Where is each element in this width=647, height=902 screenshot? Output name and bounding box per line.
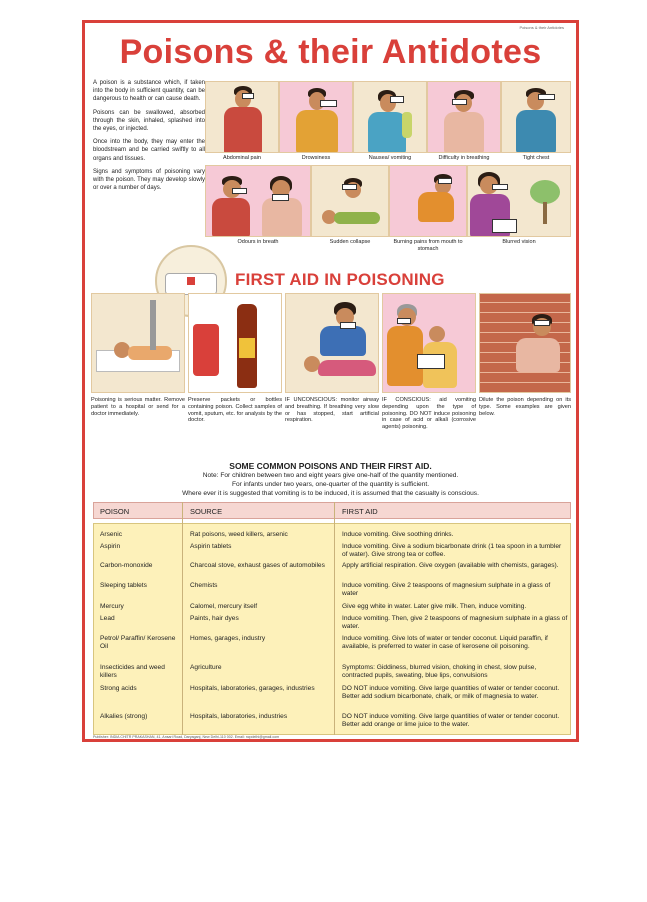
cell-poison: Insecticides and weed killers [100,664,165,679]
symptom-illustration-odours [205,165,311,237]
intro-paragraph: Signs and symptoms of poisoning vary with the poison. They may develop slowly or over a number of days. [93,168,205,192]
first-aid-step: IF CONSCIOUS: aid vomiting depending upon the type of poisoning. DO NOT induce poisoning in case of acid or alkali (corrosive agents) poisoning. [382,397,476,431]
table-body [93,523,571,735]
cell-poison: Petrol/ Paraffin/ Kerosene Oil [100,635,176,650]
cell-poison: Strong acids [100,685,137,692]
cell-source: Paints, hair dyes [190,615,239,622]
intro-paragraph: Once into the body, they may enter the bloodstream and be carried swiftly to all organs and tissues. [93,139,205,162]
symptom-caption: Drowsiness [301,155,331,161]
symptom-illustration-breathing [427,81,501,153]
intro-text [93,79,205,197]
cell-aid: Induce vomiting. Then, give 2 teaspoons of magnesium sulphate in a glass of water. [342,615,568,630]
symptom-caption: Nausea/ vomiting [368,155,412,161]
symptom-caption: Sudden collapse [329,239,371,245]
cell-source: Agriculture [190,664,222,671]
table-heading: SOME COMMON POISONS AND THEIR FIRST AID. [229,461,432,471]
first-aid-step: Dilute the poison depending on its type. Some examples are given below. [479,397,571,417]
cell-aid: Give egg white in water. Later give milk. Then, induce vomiting. [342,603,527,610]
symptom-caption: Burning pains from mouth to stomach [393,239,463,252]
header-source: SOURCE [190,507,223,516]
publisher-footer: Publisher: INDIA CHITR PRAKASHAN, 41, Ansari Road, Daryaganj, New Delhi-110 002. Email: ncpdelhi@gmail.com [93,735,280,739]
corner-tag: Poisons & their Antidotes [519,25,564,30]
symptom-illustration-abdominal-pain [205,81,279,153]
poster-title: Poisons & their Antidotes [119,33,542,71]
symptom-caption: Tight chest [522,155,550,161]
symptom-illustration-tight-chest [501,81,571,153]
symptom-illustration-blurred-vision [467,165,571,237]
poster [82,20,579,742]
note-line: For infants under two years, one-quarter of the quantity is sufficient. [231,481,430,488]
cell-aid: Symptoms: Giddiness, blurred vision, choking in chest, slow pulse, contracted pupils, sweating, blue lips, convulsions [342,664,537,679]
intro-paragraph: A poison is a substance which, if taken into the body in sufficient quantity, can be dangerous to health or can cause death. [93,80,205,103]
symptom-illustration-burning [389,165,467,237]
first-aid-title: FIRST AID IN POISONING [235,270,445,289]
cell-poison: Mercury [100,603,124,610]
symptom-caption: Difficulty in breathing [438,155,490,161]
cell-source: Rat poisons, weed killers, arsenic [190,531,288,538]
table-divider [182,502,183,735]
cell-aid: DO NOT induce vomiting. Give large quantities of water or tender coconut. Better add sodium bicarbonate, chalk, or milk of magnesia to water. [342,685,560,700]
header-first-aid: FIRST AID [342,507,378,516]
symptom-caption: Odours in breath [237,239,279,245]
cell-aid: Induce vomiting. Give soothing drinks. [342,531,454,538]
first-aid-illustration-unconscious [285,293,379,393]
cell-poison: Lead [100,615,115,622]
symptom-illustration-collapse [311,165,389,237]
cell-source: Calomel, mercury itself [190,603,258,610]
cell-poison: Sleeping tablets [100,582,147,589]
note-line: Note: For children between two and eight years give one-half of the quantity mentioned. [202,472,459,479]
cell-aid: Induce vomiting. Give 2 teaspoons of magnesium sulphate in a glass of water [342,582,551,597]
symptom-illustration-nausea [353,81,427,153]
first-aid-illustration-hospital [91,293,185,393]
cell-aid: Induce vomiting. Give a sodium bicarbonate drink (1 tea spoon in a tumbler of water). Give strong tea or coffee. [342,543,562,558]
first-aid-illustration-dilute [479,293,571,393]
cell-poison: Arsenic [100,531,122,538]
cell-source: Homes, garages, industry [190,635,266,642]
symptom-caption: Abdominal pain [223,155,261,161]
first-aid-step: IF UNCONSCIOUS: monitor airway and breathing. If breathing very slow or has stopped, start artificial respiration. [285,397,379,424]
table-header [93,502,571,519]
table-divider [334,502,335,735]
cell-aid: Induce vomiting. Give lots of water or tender coconut. Liquid paraffin, if available, is preferred to water in case of kerosene oil poisoning. [342,635,548,650]
cell-poison: Carbon-monoxide [100,562,153,569]
cell-source: Charcoal stove, exhaust gases of automobiles [190,562,325,569]
first-aid-illustration-conscious [382,293,476,393]
cell-poison: Aspirin [100,543,121,550]
cell-aid: DO NOT induce vomiting. Give large quantities of water or tender coconut. Better add orange or lime juice to the water. [342,713,560,728]
first-aid-illustration-bottles [188,293,282,393]
note-line: Where ever it is suggested that vomiting is to be induced, it is assumed that the casualty is conscious. [182,490,479,497]
header-poison: POISON [100,507,130,516]
symptom-caption: Blurred vision [502,239,536,245]
cell-source: Chemists [190,582,218,589]
intro-paragraph: Poisons can be swallowed, absorbed through the skin, inhaled, splashed into the eyes, or injected. [93,109,205,133]
first-aid-step: Poisoning is serious matter. Remove patient to a hospital or send for a doctor immediately. [91,397,185,417]
cell-aid: Apply artificial respiration. Give oxygen (available with chemists, garages). [342,562,559,569]
cell-source: Hospitals, laboratories, industries [190,713,288,720]
cell-source: Hospitals, laboratories, garages, industries [190,685,315,692]
symptom-illustration-drowsiness [279,81,353,153]
cell-poison: Alkalies (strong) [100,713,148,720]
cell-source: Aspirin tablets [190,543,232,550]
first-aid-step: Preserve packets or bottles containing poison. Collect samples of vomit, sputum, etc. for analysis by the doctor. [188,397,282,424]
